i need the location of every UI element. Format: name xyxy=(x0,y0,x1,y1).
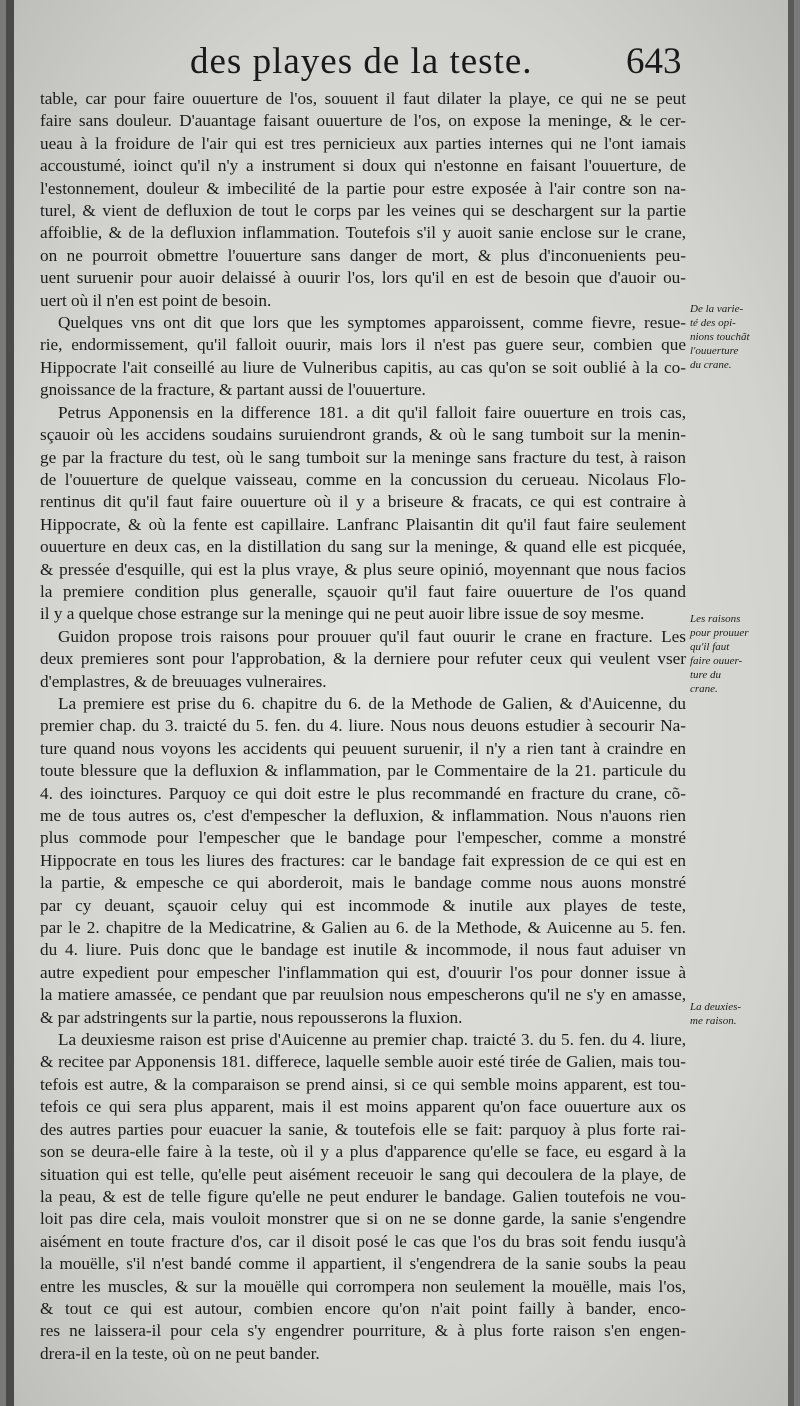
text-line: rie, endormissement, qu'il falloit ouurir, mais lors il n'est pas guere seur, combien que xyxy=(40,335,686,355)
paragraph xyxy=(40,1029,686,1365)
paragraph xyxy=(40,312,686,402)
text-line: ouuerture en deux cas, en la distillation du sang sur la meninge, & quand elle est picquée, xyxy=(40,537,686,557)
text-line: & pressée d'esquille, qui est la plus vraye, & plus seure opinió, moyennant que nous facios xyxy=(40,559,686,579)
text-line: uent suruenir pour auoir delaissé à ouurir l'os, lors qu'il en est de besoin que d'auoir ou- xyxy=(40,268,686,288)
running-title: des playes de la teste. xyxy=(190,41,533,82)
text-line: situation qui est telle, qu'elle peut aisément receuoir le sang qui decoulera de la playe, de xyxy=(40,1164,686,1184)
text-line: Hippocrate en tous les liures des fractures: car le bandage fait expression de ce qui est en xyxy=(40,850,686,870)
text-line: premier chap. du 3. traicté du 5. fen. du 4. liure. Nous nous deuons estudier à secourir Na- xyxy=(40,716,686,736)
text-line: Hippocrate l'ait conseillé au liure de Vulneribus capitis, au cas qu'on se soit oublié à la co- xyxy=(40,357,686,377)
margin-note-line: me raison. xyxy=(690,1015,737,1027)
text-line: autre expedient pour empescher l'inflammation qui est, d'ouurir l'os pour donner issue à xyxy=(40,962,686,982)
page-header xyxy=(6,40,706,90)
text-line: 4. des ioinctures. Parquoy ce qui doit estre le plus recommandé en fracture du crane, cõ- xyxy=(40,783,686,803)
margin-note-line: té des opi- xyxy=(690,317,736,329)
margin-note-line: La deuxies- xyxy=(690,1001,742,1013)
margin-note-line: nions touchãt xyxy=(690,331,750,343)
body-text xyxy=(40,88,686,1365)
text-line: & recitee par Apponensis 181. differece, laquelle semble auoir esté tirée de Galien, mais tou- xyxy=(40,1052,686,1072)
text-line: rentinus dit qu'il faut faire ouuerture où il y a briseure & fracats, ce qui est contraire à xyxy=(40,492,686,512)
text-line: uert où il n'en est point de besoin. xyxy=(40,290,272,310)
text-line: me de tous autres os, c'est d'empescher la defluxion, & inflammation. Nous n'auons rien xyxy=(40,806,686,825)
text-line: table, car pour faire ouuerture de l'os, souuent il faut dilater la playe, ce qui ne se peut xyxy=(40,89,686,108)
book-page xyxy=(6,0,794,1406)
text-line: accoustumé, ioinct qu'il n'y a instrument si doux qui n'estonne en faisant l'ouuerture, de xyxy=(40,156,686,176)
text-line: des autres parties pour euacuer la sanie, & toutefois elle se fait: parquoy à plus forte rai- xyxy=(40,1119,686,1139)
margin-note-variety-of-opinions xyxy=(690,302,790,372)
text-line: deux premieres sont pour l'approbation, & la derniere pour refuter ceux qui veulent vser xyxy=(40,649,686,669)
text-line: du 4. liure. Puis donc que le bandage est inutile & incommode, il nous faut aduiser vn xyxy=(40,940,686,960)
text-line: entre les muscles, & sur la mouëlle qui corrompera non seulement la mouëlle, mais l'os, xyxy=(40,1276,686,1296)
text-line: on ne pourroit obmettre l'ouuerture sans danger de mort, & plus d'inconuenients peu- xyxy=(40,245,686,265)
margin-note-line: du crane. xyxy=(690,359,732,371)
text-line: Guidon propose trois raisons pour prouuer qu'il faut ouurir le crane en fracture. Les xyxy=(58,626,686,646)
text-line: par le 2. chapitre de la Medicatrine, & Galien au 6. de la Methode, & Auicenne au 5. fen. xyxy=(40,918,686,938)
text-line: aisément en toute fracture d'os, car il disoit posé le cas que l'os du bras soit fendu iusqu'à xyxy=(40,1231,686,1251)
text-line: ture quand nous voyons les accidents qui peuuent suruenir, il n'y a rien tant à craindre en xyxy=(40,738,686,758)
page-edge-right xyxy=(788,0,794,1406)
text-line: la matiere amassée, ce pendant que par reuulsion nous empescherons qu'il ne s'y en amasse, xyxy=(40,985,686,1005)
text-line: plus commode pour l'empescher que le bandage pour l'empescher, comme a monstré xyxy=(40,828,686,848)
margin-note-reasons xyxy=(690,612,790,696)
text-line: l'estonnement, douleur & imbecilité de la partie pour estre exposée à l'air contre son na- xyxy=(40,178,686,198)
text-line: ueau à la froidure de l'air qui est tres pernicieux aux parties internes qui ne l'ont iamais xyxy=(40,133,686,153)
text-line: faire sans douleur. D'auantage faisant ouuerture de l'os, on expose la meninge, & le cer- xyxy=(40,111,686,131)
text-line: il y a quelque chose estrange sur la meninge qui ne peut auoir libre issue de soy mesme. xyxy=(40,604,645,624)
text-line: par cy deuant, sçauoir celuy qui est incommode & inutile aux playes de teste, xyxy=(40,895,686,915)
margin-note-line: Les raisons xyxy=(690,613,741,625)
margin-note-line: faire ouuer- xyxy=(690,655,743,667)
paragraph xyxy=(40,693,686,1029)
paragraph xyxy=(40,88,686,312)
margin-note-line: ture du xyxy=(690,669,722,681)
text-line: La premiere est prise du 6. chapitre du 6. de la Methode de Galien, & d'Auicenne, du xyxy=(58,693,686,713)
margin-note-line: De la varie- xyxy=(690,303,744,315)
text-line: toute blessure que la defluxion & inflammation, par le Commentaire de la 21. particule du xyxy=(40,761,686,781)
text-line: gnoissance de la fracture, & partant aussi de l'ouuerture. xyxy=(40,380,426,400)
margin-note-second-reason xyxy=(690,1000,790,1028)
text-line: res ne laissera-il pour cela s'y engendrer pourriture, & à plus forte raison s'en engen- xyxy=(40,1321,686,1341)
margin-note-line: crane. xyxy=(690,683,718,695)
text-line: la mouëlle, s'il n'est bandé comme il appartient, il s'engendrera de la sanie soubs la peau xyxy=(40,1254,686,1274)
text-line: La deuxiesme raison est prise d'Auicenne au premier chap. traicté 3. du 5. fen. du 4. liure, xyxy=(58,1030,686,1050)
margin-note-line: pour prouuer xyxy=(690,627,749,639)
page-number: 643 xyxy=(626,41,682,82)
text-line: tefois ce qui sera plus apparent, mais il est moins apparent qu'on face ouuerture aux os xyxy=(40,1097,686,1117)
text-line: la peau, & est de telle figure qu'elle ne peut endurer le bandage. Galien toutefois ne vou- xyxy=(40,1186,686,1206)
margin-note-line: l'ouuerture xyxy=(690,345,739,357)
text-line: turel, & vient de defluxion de tout le corps par les veines qui se deschargent sur la partie xyxy=(40,201,686,221)
paragraph xyxy=(40,626,686,693)
text-line: la premiere condition plus generalle, sçauoir qu'il faut faire ouuerture de l'os quand xyxy=(40,581,686,601)
text-line: Quelques vns ont dit que lors que les symptomes apparoissent, comme fievre, resue- xyxy=(58,313,686,333)
paragraph xyxy=(40,402,686,626)
text-line: la partie, & empesche ce qui aborderoit, mais le bandage comme nous auons monstré xyxy=(40,873,686,893)
text-line: sçauoir où les accidens soudains suruiendront grands, & où le sang tumboit sur la menin- xyxy=(40,425,686,445)
text-line: tefois est autre, & la comparaison se prend ainsi, si ce qui semble moins apparent, est tou- xyxy=(40,1074,686,1094)
text-line: Petrus Apponensis en la difference 181. a dit qu'il falloit faire ouuerture en trois cas, xyxy=(58,402,686,422)
text-line: drera-il en la teste, où on ne peut bander. xyxy=(40,1343,320,1363)
page-edge-left xyxy=(6,0,14,1406)
text-line: & tout ce qui est autour, combien encore qu'on n'ait point failly à bander, enco- xyxy=(40,1298,686,1318)
text-line: de l'ouuerture de quelque vaisseau, comme en la concussion du cerueau. Nicolaus Flo- xyxy=(40,469,686,489)
margin-note-line: qu'il faut xyxy=(690,641,730,653)
text-line: Hippocrate, & où la fente est capillaire. Lanfranc Plaisantin dit qu'il faut faire seulement xyxy=(40,514,686,534)
text-line: ge par la fracture du test, où le sang tumboit sur la meninge sans fracture du test, à raison xyxy=(40,447,686,467)
text-line: & par adstringents sur la partie, nous repousserons la fluxion. xyxy=(40,1007,463,1027)
text-line: son se deura-elle faire à la teste, où il y a plus d'apparence qu'elle se face, eu esgard à la xyxy=(40,1142,686,1162)
text-line: affoiblie, & de la defluxion inflammation. Toutefois s'il y auoit sanie enclose sur le crane, xyxy=(40,223,686,243)
text-line: d'emplastres, & de breuuages vulneraires. xyxy=(40,671,327,691)
text-line: loit pas dire cela, mais vouloit monstrer que si on ne se donne garde, la sanie s'engendre xyxy=(40,1209,686,1229)
